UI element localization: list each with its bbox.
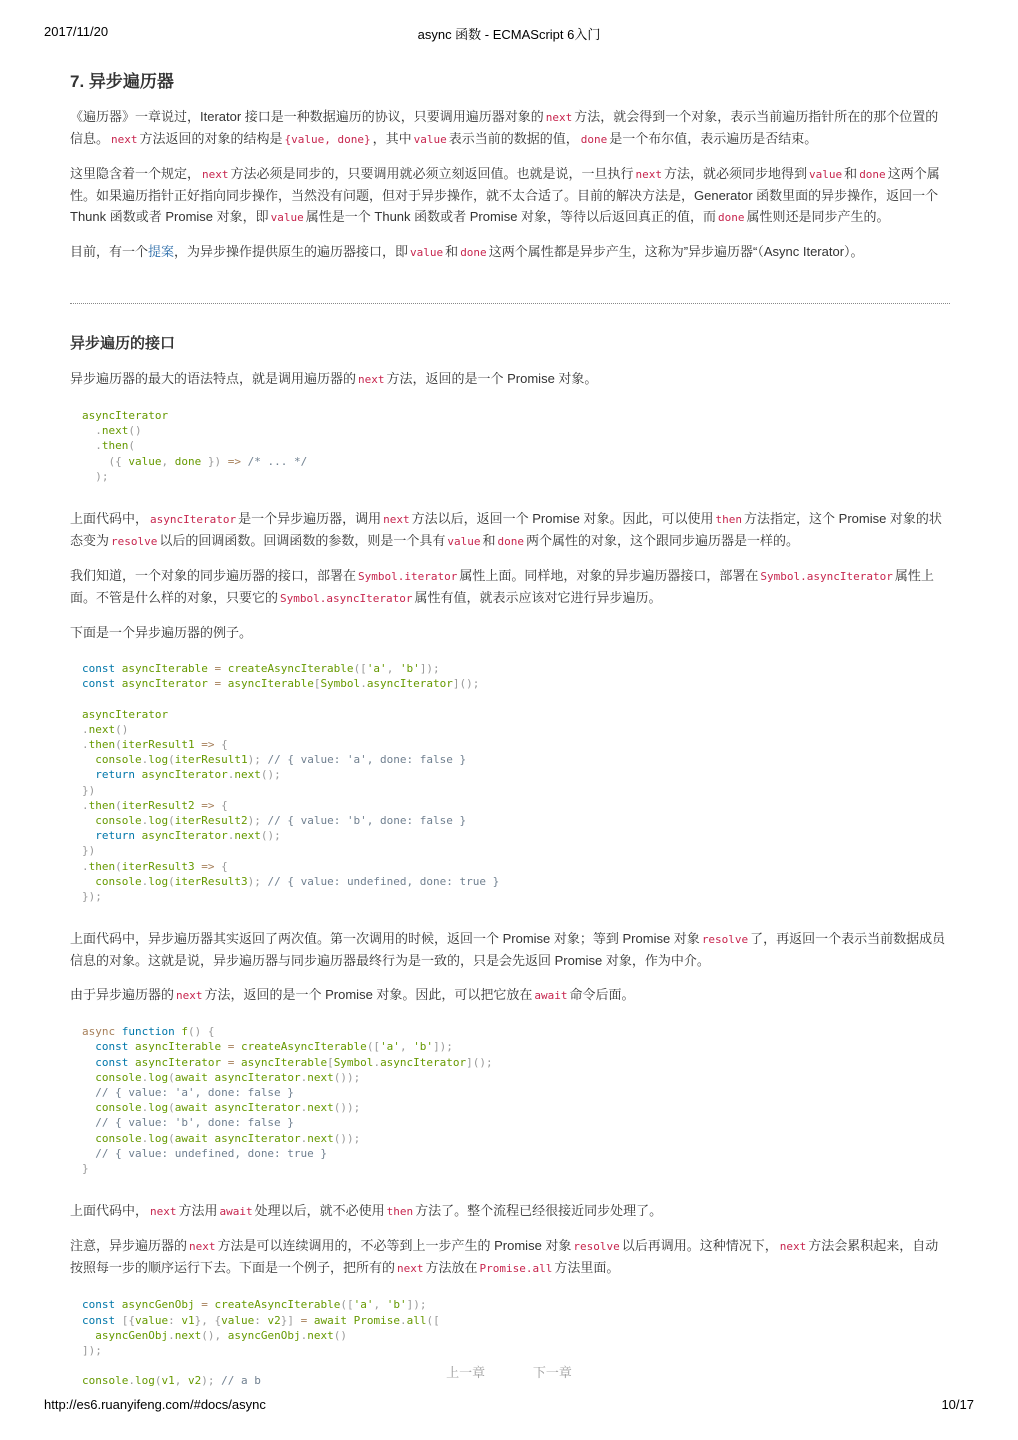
inline-code: next (545, 111, 573, 124)
inline-code: done (859, 168, 886, 181)
paragraph (70, 565, 950, 609)
inline-code: value (413, 133, 447, 146)
inline-code: next (397, 1262, 424, 1276)
inline-code: next (176, 989, 203, 1003)
text: 注意，异步遍历器的 (70, 1238, 188, 1254)
article-content (70, 68, 950, 1413)
text: 以后再调用。这种情况下， (621, 1238, 778, 1254)
inline-code: next (358, 373, 385, 386)
code-block: async function f() { const asyncIterable = createAsyncIterable(['a', 'b']); const asyncIterator = asyncIterable[Symbol.asyncIterator](); console.log(await asyncIterator.next()); // { value: 'a', done: false } console.log(await asyncIterator.next()); // { value: 'b', done: false } console.log(await asyncIterator.next()); // { value: undefined, done: true } } (82, 1025, 493, 1176)
proposal-link[interactable]: 提案 (148, 244, 175, 259)
text: 和 (482, 533, 496, 549)
inline-code: value (270, 211, 304, 224)
chapter-nav (0, 1362, 1018, 1381)
text: 方法以后，返回一个 Promise 对象。因此，可以使用 (411, 511, 714, 527)
text: 方法必须是同步的，只要调用就必须立刻返回值。也就是说，一旦执行 (230, 166, 634, 181)
paragraph (70, 241, 950, 263)
inline-code: then (386, 1205, 414, 1219)
text: 方法，就必须同步地得到 (664, 166, 808, 181)
code-block: asyncIterator .next() .then( ({ value, done }) => /* ... */ ); (82, 409, 308, 483)
inline-code: Symbol.asyncIterator (280, 592, 413, 606)
text: 是一个布尔值，表示遍历是否结束。 (609, 131, 818, 146)
text: 是一个异步遍历器，调用 (238, 511, 382, 527)
paragraph (70, 1235, 950, 1279)
text: 方法，就会得到一个对象，表示当前遍历指针所在的那个位置的信息。 (70, 109, 939, 146)
text: 处理以后，就不必使用 (254, 1203, 385, 1219)
text: 属性则还是同步产生的。 (746, 209, 890, 224)
print-date: 2017/11/20 (44, 24, 109, 39)
inline-code: {value, done} (284, 133, 371, 146)
paragraph (70, 984, 950, 1006)
prev-chapter-link[interactable]: 上一章 (446, 1365, 486, 1380)
inline-code: await (534, 989, 568, 1003)
inline-code: next (383, 513, 410, 527)
inline-code: resolve (701, 933, 749, 947)
text: 这两个属性。如果遍历指针正好指向同步操作，当然没有问题，但对于异步操作，就不太合适了。目前的解决方法是，Generator 函数里面的异步操作，返回一个 Thunk 函数或者 Promise 对象，即 (70, 166, 940, 224)
text: 属性上面。不管是什么样的对象，只要它的 (70, 568, 934, 606)
text: 方法，返回的是一个 Promise 对象。因此，可以把它放在 (204, 987, 533, 1003)
code-block: const asyncIterable = createAsyncIterable(['a', 'b']); const asyncIterator = asyncIterable[Symbol.asyncIterator](); asyncIterator .next() .then(iterResult1 => { console.log(iterResult1); // { value: 'a', done: false } return asyncIterator.next(); }) .then(iterResult2 => { console.log(iterResult2); // { value: 'b', done: false } return asyncIterator.next(); }) .then(iterResult3 => { console.log(iterResult3); // { value: undefined, done: true } }); (82, 662, 500, 904)
inline-code: next (635, 168, 663, 181)
inline-code: done (497, 535, 525, 549)
text: 上面代码中，异步遍历器其实返回了两次值。第一次调用的时候，返回一个 Promise 对象；等到 Promise 对象 (70, 931, 700, 947)
text: 上面代码中， (70, 1203, 149, 1219)
subsection-title: 异步遍历的接口 (70, 335, 176, 352)
text: ，为异步操作提供原生的遍历器接口，即 (174, 244, 409, 259)
inline-code: asyncIterator (150, 513, 237, 527)
text: 属性是一个 Thunk 函数或者 Promise 对象，等待以后返回真正的值，而 (305, 209, 717, 224)
text: 我们知道，一个对象的同步遍历器的接口，部署在 (70, 568, 357, 584)
inline-code: await (219, 1205, 253, 1219)
paragraph (70, 508, 950, 552)
section-title: 7. 异步遍历器 (70, 72, 174, 91)
text: 方法指定，这个 Promise 对象的状态变为 (70, 511, 942, 549)
inline-code: next (111, 133, 138, 146)
text: 了，再返回一个表示当前数据成员信息的对象。这就是说，异步遍历器与同步遍历器最终行为是一致的，只是会先返回 Promise 对象，作为中介。 (70, 931, 946, 969)
text: 表示当前的数据的值， (448, 131, 579, 146)
text: 这两个属性都是异步产生，这称为”异步遍历器“（Async Iterator）。 (488, 244, 864, 259)
paragraph: 下面是一个异步遍历器的例子。 (70, 625, 253, 641)
text: 方法是可以连续调用的，不必等到上一步产生的 Promise 对象 (217, 1238, 572, 1254)
text: 《遍历器》一章说过，Iterator 接口是一种数据遍历的协议，只要调用遍历器对象的 (70, 109, 544, 124)
inline-code: done (718, 211, 745, 224)
code-block: const asyncGenObj = createAsyncIterable(['a', 'b']); const [{value: v1}, {value: v2}] = await Promise.all([ asyncGenObj.next(), asyncGenObj.next() ]); console.log(v1, v2); // a b (82, 1298, 440, 1388)
text: 属性有值，就表示应该对它进行异步遍历。 (414, 590, 662, 606)
text: 方法用 (178, 1203, 218, 1219)
inline-code: resolve (573, 1240, 620, 1254)
inline-code: value (410, 246, 444, 259)
text: 上面代码中， (70, 511, 149, 527)
text: 由于异步遍历器的 (70, 987, 175, 1003)
inline-code: next (150, 1205, 177, 1219)
paragraph (70, 928, 950, 971)
paragraph (70, 106, 950, 150)
next-chapter-link[interactable]: 下一章 (532, 1365, 572, 1380)
text: 两个属性的对象，这个跟同步遍历器是一样的。 (526, 533, 800, 549)
print-title: async 函数 - ECMAScript 6入门 (417, 27, 601, 42)
inline-code: then (715, 513, 743, 527)
text: 这里隐含着一个规定， (70, 166, 201, 181)
text: 和 (445, 244, 459, 259)
text: 以后的回调函数。回调函数的参数，则是一个具有 (159, 533, 446, 549)
paragraph (70, 163, 950, 228)
inline-code: Symbol.iterator (358, 570, 458, 584)
inline-code: done (460, 246, 487, 259)
text: 异步遍历器的最大的语法特点，就是调用遍历器的 (70, 371, 357, 386)
inline-code: done (580, 133, 608, 146)
text: 方法里面。 (554, 1260, 620, 1276)
print-header (44, 24, 974, 42)
print-page-number: 10/17 (941, 1397, 974, 1412)
inline-code: next (189, 1240, 216, 1254)
divider (70, 303, 950, 304)
inline-code: next (779, 1240, 807, 1254)
text: 方法会累积起来，自动按照每一步的顺序运行下去。下面是一个例子，把所有的 (70, 1238, 939, 1276)
text: ，其中 (372, 131, 412, 146)
text: 和 (844, 166, 858, 181)
text: 方法，返回的是一个 Promise 对象。 (386, 371, 598, 386)
inline-code: value (809, 168, 843, 181)
print-url: http://es6.ruanyifeng.com/#docs/async (44, 1397, 266, 1412)
paragraph (70, 368, 950, 390)
paragraph (70, 1200, 950, 1222)
inline-code: next (202, 168, 229, 181)
text: 目前，有一个 (70, 244, 149, 259)
text: 方法放在 (425, 1260, 478, 1276)
text: 属性上面。同样地，对象的异步遍历器接口，部署在 (459, 568, 759, 584)
text: 方法了。整个流程已经很接近同步处理了。 (415, 1203, 663, 1219)
inline-code: value (447, 535, 481, 549)
inline-code: resolve (111, 535, 158, 549)
inline-code: Symbol.asyncIterator (760, 570, 893, 584)
text: 方法返回的对象的结构是 (139, 131, 283, 146)
inline-code: Promise.all (479, 1262, 553, 1276)
text: 命令后面。 (569, 987, 635, 1003)
print-footer (44, 1397, 974, 1415)
